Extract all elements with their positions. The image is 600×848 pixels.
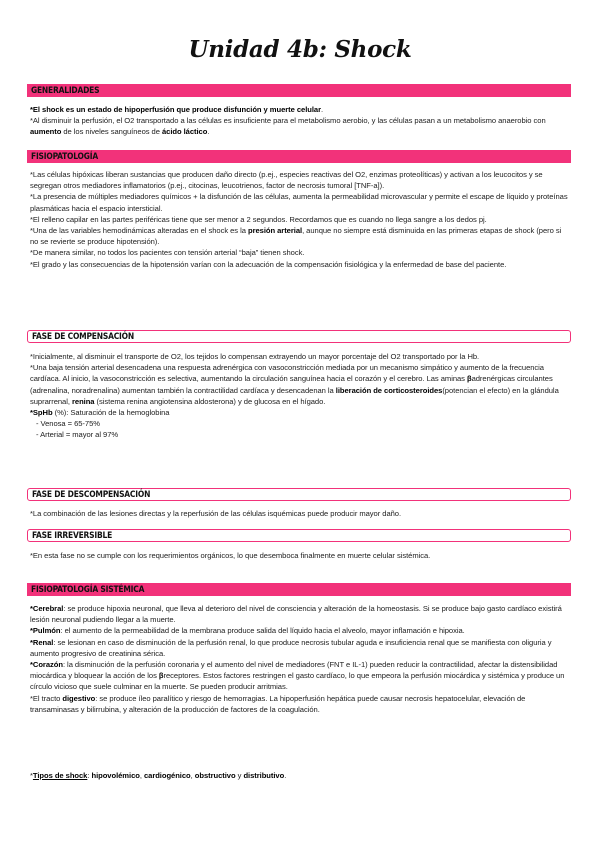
section-header-compensacion: FASE DE COMPENSACIÓN (27, 330, 571, 343)
fisiopatologia-p3: *El relleno capilar en las partes periféricas tiene que ser menor a 2 segundos. Recordamos que es cuando no llega sangre a los dedos pj. (30, 214, 487, 224)
irreversible-text (30, 550, 570, 561)
compensacion-text (30, 351, 570, 441)
generalidades-p2: *Al disminuir la perfusión, el O2 transportado a las células es insuficiente para el metabolismo aerobio, y las células pasan a un metabolismo anaerobio con aumento de los niveles sanguíneos de ácido láctico. (30, 116, 546, 137)
fisiopatologia-p2: *La presencia de múltiples mediadores químicos + la disfunción de las células, aumenta la permeabilidad microvascular y permite el escape de líquido y proteínas plasmáticas hacia el espacio intersticial. (30, 192, 568, 213)
sistemica-corazon: *Corazón: la disminución de la perfusión coronaria y el aumento del nivel de mediadores (FNT e IL-1) pueden reducir la contractilidad, afectar la distensibilidad miocárdica y bloquear la acción de los βreceptores. Estos factores restringen el gasto cardíaco, lo que empeora la perfusión miocárdica y sistémica y produce un círculo vicioso que suele culminar en la muerte. Se pueden producir arritmias. (30, 660, 565, 692)
fisiopatologia-p1: *Las células hipóxicas liberan sustancias que producen daño directo (p.ej., especies reactivas del O2, enzimas proteolíticas) y activan a los leucocitos y se segregan otros mediadores inflamatorios (p.ej., citocinas, leucotrienos, factor de necrosis tumoral [TNF-a]). (30, 170, 543, 191)
compensacion-p4: - Venosa = 65-75% (36, 419, 100, 429)
sistemica-text (30, 603, 570, 715)
descompensacion-p1: *La combinación de las lesiones directas y la reperfusión de las células isquémicas puede producir mayor daño. (30, 509, 402, 518)
descompensacion-text (30, 508, 570, 519)
sistemica-cerebral: *Cerebral: se produce hipoxia neuronal, que lleva al deterioro del nivel de consciencia y alteración de la homeostasis. Si se produce bajo gasto cardíaco existirá lesión neuronal pudiendo llegar a la muerte. (30, 604, 562, 625)
fisiopatologia-p6: *El grado y las consecuencias de la hipotensión varían con la adecuación de la compensación fisiológica y la enfermedad de base del paciente. (30, 259, 507, 269)
fisiopatologia-text (30, 169, 570, 270)
sistemica-pulmon: *Pulmón: el aumento de la permeabilidad de la membrana produce salida del líquido hacia el alveolo, mayor inflamación e hipoxia. (30, 626, 465, 636)
section-header-generalidades: GENERALIDADES (27, 84, 571, 97)
section-header-descompensacion: FASE DE DESCOMPENSACIÓN (27, 488, 571, 501)
tipos-label: Tipos de shock (32, 771, 88, 780)
compensacion-p2: *Una baja tensión arterial desencadena una respuesta adrenérgica con vasoconstricción mediada por un mecanismo simpático y aumento de la frecuencia cardíaca. Al inicio, la vasoconstricción es selectiva, aumentando la circulación sanguínea hacia el corazón y el cerebro. Las aminas βadrenérgicas circulantes (adrenalina, noradrenalina) aumentan también la contractilidad cardíaca y desencadenan la liberación de corticosteroides(potencian el efecto) en la glándula suprarrenal, renina (sistema renina angiotensina aldosterona) y de glucosa en el hígado. (30, 363, 559, 406)
section-header-irreversible: FASE IRREVERSIBLE (27, 529, 571, 542)
section-header-sistemica: FISIOPATOLOGÍA SISTÉMICA (27, 583, 571, 596)
compensacion-p3: *SpHb (%): Saturación de la hemoglobina (30, 408, 170, 418)
fisiopatologia-p5: *De manera similar, no todos los pacientes con tensión arterial “baja” tienen shock. (30, 248, 305, 258)
sistemica-renal: *Renal: se lesionan en caso de disminución de la perfusión renal, lo que produce necrosis tubular aguda e insuficiencia renal que se manifiesta con oliguria y aumento progresivo de creatinina sérica. (30, 637, 552, 658)
tipos-de-shock: *Tipos de shock: hipovolémico, cardiogénico, obstructivo y distributivo. (30, 771, 287, 780)
compensacion-p1: *Inicialmente, al disminuir el transporte de O2, los tejidos lo compensan extrayendo un mayor porcentaje del O2 transportado por la Hb. (30, 352, 480, 361)
sistemica-digestivo: *El tracto digestivo: se produce íleo paralítico y riesgo de hemorragias. La hipoperfusión hepática puede causar necrosis hepatocelular, elevación de transaminasas y bilirrubina, y alteración de la producción de factores de la coagulación. (30, 693, 526, 714)
irreversible-p1: *En esta fase no se cumple con los requerimientos orgánicos, lo que desemboca finalmente en muerte celular sistémica. (30, 551, 431, 560)
fisiopatologia-p4: *Una de las variables hemodinámicas alteradas en el shock es la presión arterial, aunque no siempre está disminuida en las primeras etapas de shock (pero si no se revierte se produce hipotensión). (30, 226, 562, 247)
generalidades-p1: *El shock es un estado de hipoperfusión que produce disfunción y muerte celular. (30, 105, 324, 114)
section-header-fisiopatologia: FISIOPATOLOGÍA (27, 150, 571, 163)
compensacion-p5: - Arterial = mayor al 97% (36, 430, 119, 440)
generalidades-text (30, 104, 570, 138)
page-title: Unidad 4b: Shock (188, 36, 412, 63)
